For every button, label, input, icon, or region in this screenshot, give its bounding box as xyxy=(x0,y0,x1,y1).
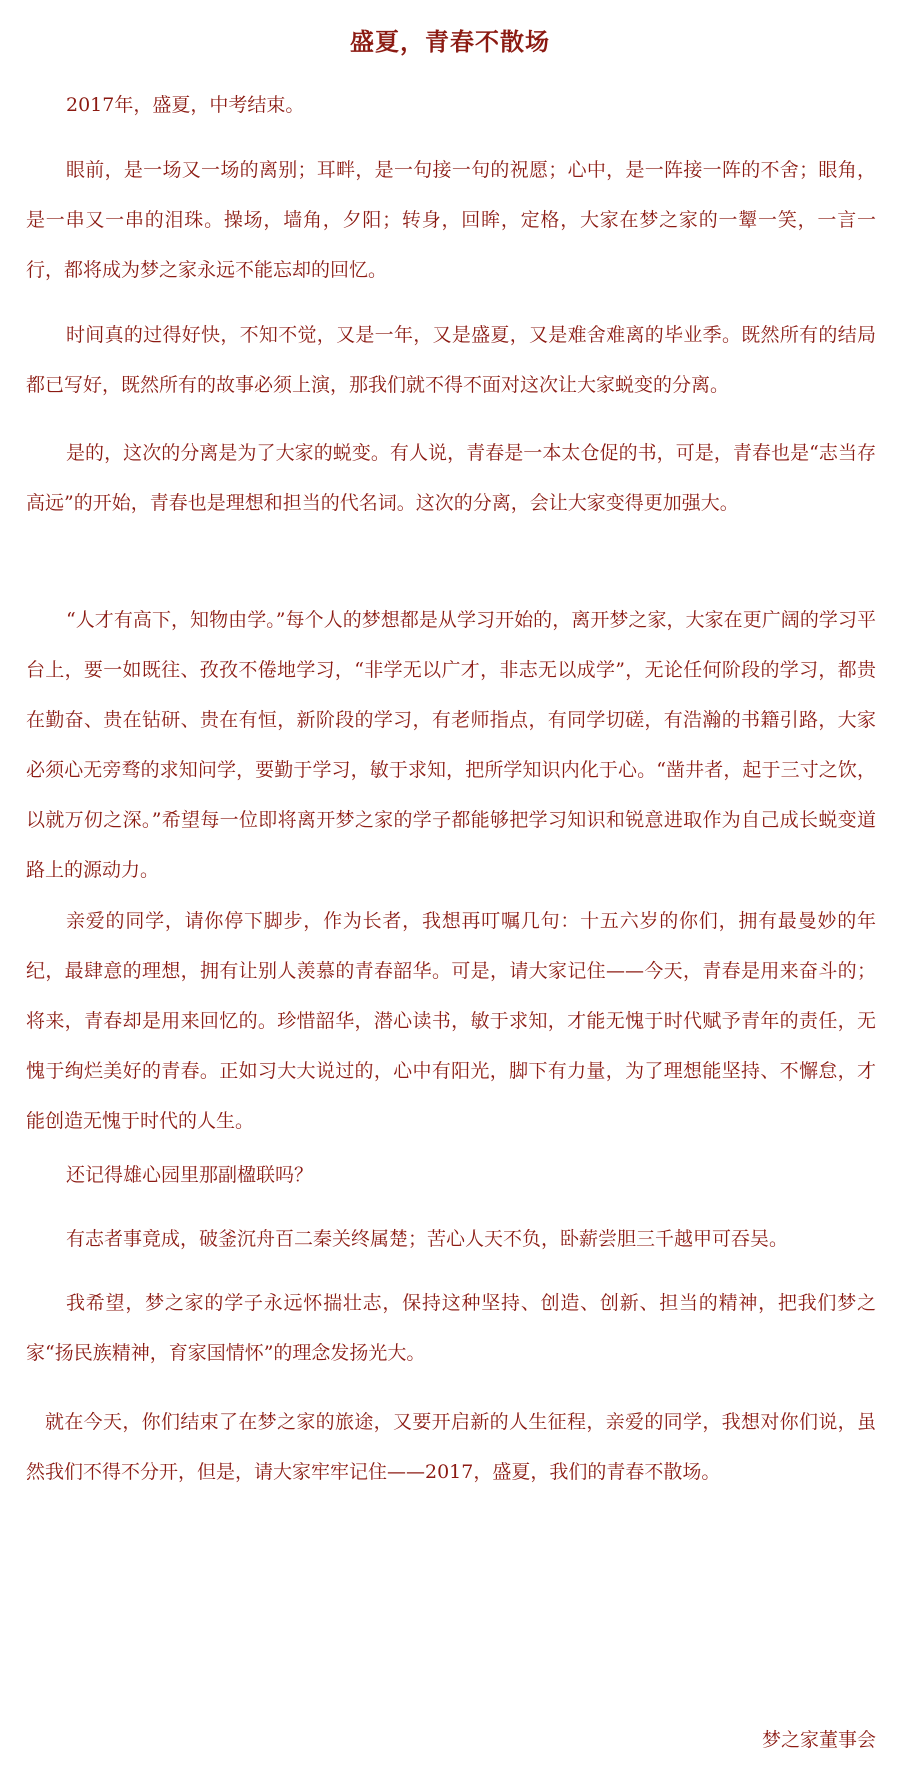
paragraph-3: 时间真的过得好快，不知不觉，又是一年，又是盛夏，又是难舍难离的毕业季。既然所有的结局都已写好，既然所有的故事必须上演，那我们就不得不面对这次让大家蜕变的分离。 xyxy=(26,324,876,396)
paragraph-6: 亲爱的同学，请你停下脚步，作为长者，我想再叮嘱几句：十五六岁的你们，拥有最曼妙的年纪，最肆意的理想，拥有让别人羡慕的青春韶华。可是，请大家记住——今天，青春是用来奋斗的；将来，青春却是用来回忆的。珍惜韶华，潜心读书，敏于求知，才能无愧于时代赋予青年的责任，无愧于绚烂美好的青春。正如习大大说过的，心中有阳光，脚下有力量，为了理想能坚持、不懈怠，才能创造无愧于时代的人生。 xyxy=(26,910,876,1132)
paragraph-9: 我希望，梦之家的学子永远怀揣壮志，保持这种坚持、创造、创新、担当的精神，把我们梦之家“扬民族精神，育家国情怀”的理念发扬光大。 xyxy=(26,1292,876,1364)
paragraph-1: 2017年，盛夏，中考结束。 xyxy=(66,94,305,116)
article-title: 盛夏，青春不散场 xyxy=(350,27,550,56)
signature: 梦之家董事会 xyxy=(761,1729,876,1751)
paragraph-4: 是的，这次的分离是为了大家的蜕变。有人说，青春是一本太仓促的书，可是，青春也是“志当存高远”的开始，青春也是理想和担当的代名词。这次的分离，会让大家变得更加强大。 xyxy=(26,442,876,514)
paragraph-8: 有志者事竟成，破釜沉舟百二秦关终属楚；苦心人天不负，卧薪尝胆三千越甲可吞吴。 xyxy=(66,1228,789,1250)
paragraph-5: “人才有高下，知物由学。”每个人的梦想都是从学习开始的，离开梦之家，大家在更广阔的学习平台上，要一如既往、孜孜不倦地学习，“非学无以广才，非志无以成学”，无论任何阶段的学习，都贵在勤奋、贵在钻研、贵在有恒，新阶段的学习，有老师指点，有同学切磋，有浩瀚的书籍引路，大家必须心无旁骛的求知问学，要勤于学习，敏于求知，把所学知识内化于心。“凿井者，起于三寸之饮，以就万仞之深。”希望每一位即将离开梦之家的学子都能够把学习知识和锐意进取作为自己成长蜕变道路上的源动力。 xyxy=(26,609,876,881)
paragraph-10: 就在今天，你们结束了在梦之家的旅途，又要开启新的人生征程，亲爱的同学，我想对你们说，虽然我们不得不分开，但是，请大家牢牢记住——2017，盛夏，我们的青春不散场。 xyxy=(26,1411,876,1483)
paragraph-2: 眼前，是一场又一场的离别；耳畔，是一句接一句的祝愿；心中，是一阵接一阵的不舍；眼角，是一串又一串的泪珠。操场，墙角，夕阳；转身，回眸，定格，大家在梦之家的一颦一笑，一言一行，都将成为梦之家永远不能忘却的回忆。 xyxy=(26,159,876,281)
paragraph-7: 还记得雄心园里那副楹联吗？ xyxy=(66,1164,314,1186)
